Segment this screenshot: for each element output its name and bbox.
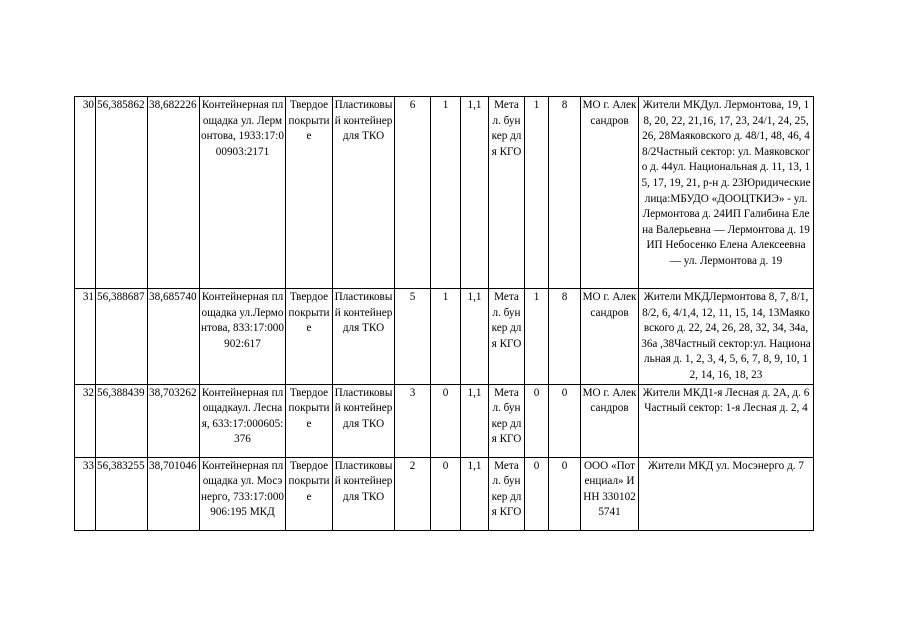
site-address-cell: Контейнерная площадка ул. Мосэнерго, 733:17:000906:195 МКД	[200, 457, 286, 530]
table-row	[75, 97, 814, 289]
residents-cell: Жители МКД1-я Лесная д. 2А, д. 6Частный сектор: 1-я Лесная д. 2, 4	[639, 384, 814, 457]
kgo-count-cell: 0	[525, 384, 549, 457]
kgo-type-cell: Метал. бункер для КГО	[489, 384, 525, 457]
table-row	[75, 384, 814, 457]
container-count-cell: 3	[395, 384, 431, 457]
table-row	[75, 457, 814, 530]
site-address-cell: Контейнерная площадкаул. Лесная, 633:17:000605:376	[200, 384, 286, 457]
table-row	[75, 289, 814, 385]
surface-cell: Твердое покрытие	[286, 97, 333, 289]
latitude-cell: 56,388687	[96, 289, 148, 385]
kgo-count-cell: 1	[525, 97, 549, 289]
container-count-cell: 2	[395, 457, 431, 530]
planned-count-cell: 0	[431, 457, 461, 530]
residents-cell: Жители МКДЛермонтова 8, 7, 8/1, 8/2, 6, 4/1,4, 12, 11, 15, 14, 13Маяковского д. 22, 24, 26, 28, 32, 34, 34а, 36а ,38Частный сектор:ул. Национальная д. 1, 2, 3, 4, 5, 6, 7, 8, 9, 10, 12, 14, 16, 18, 23	[639, 289, 814, 385]
planned-count-cell: 1	[431, 97, 461, 289]
kgo-type-cell: Метал. бункер для КГО	[489, 289, 525, 385]
kgo-count-cell: 0	[525, 457, 549, 530]
kgo-volume-cell: 8	[549, 97, 581, 289]
row-number: 31	[75, 289, 96, 385]
container-type-cell: Пластиковый контейнер для ТКО	[333, 289, 395, 385]
owner-cell: МО г. Александров	[581, 97, 639, 289]
surface-cell: Твердое покрытие	[286, 384, 333, 457]
planned-count-cell: 1	[431, 289, 461, 385]
latitude-cell: 56,385862	[96, 97, 148, 289]
site-address-cell: Контейнерная площадка ул.Лермонтова, 833:17:000902:617	[200, 289, 286, 385]
container-type-cell: Пластиковый контейнер для ТКО	[333, 457, 395, 530]
surface-cell: Твердое покрытие	[286, 289, 333, 385]
volume-cell: 1,1	[461, 289, 489, 385]
longitude-cell: 38,703262	[148, 384, 200, 457]
container-count-cell: 5	[395, 289, 431, 385]
longitude-cell: 38,701046	[148, 457, 200, 530]
latitude-cell: 56,383255	[96, 457, 148, 530]
planned-count-cell: 0	[431, 384, 461, 457]
kgo-type-cell: Метал. бункер для КГО	[489, 97, 525, 289]
kgo-count-cell: 1	[525, 289, 549, 385]
row-number: 32	[75, 384, 96, 457]
longitude-cell: 38,682226	[148, 97, 200, 289]
kgo-volume-cell: 8	[549, 289, 581, 385]
surface-cell: Твердое покрытие	[286, 457, 333, 530]
registry-table	[74, 96, 814, 531]
container-type-cell: Пластиковый контейнер для ТКО	[333, 384, 395, 457]
site-address-cell: Контейнерная площадка ул. Лермонтова, 1933:17:000903:2171	[200, 97, 286, 289]
kgo-volume-cell: 0	[549, 457, 581, 530]
container-count-cell: 6	[395, 97, 431, 289]
residents-cell: Жители МКДул. Лермонтова, 19, 18, 20, 22, 21,16, 17, 23, 24/1, 24, 25, 26, 28Маяковского д. 48/1, 48, 46, 48/2Частный сектор: ул. Маяковского д. 44ул. Национальная д. 11, 13, 15, 17, 19, 21, р-н д. 23Юридические лица:МБУДО «ДООЦТКИЭ» - ул. Лермонтова д. 24ИП Галибина Елена Валерьевна — Лермонтова д. 19ИП Небосенко Елена Алексеевна — ул. Лермонтова д. 19	[639, 97, 814, 289]
row-number: 33	[75, 457, 96, 530]
owner-cell: МО г. Александров	[581, 289, 639, 385]
owner-cell: ООО «Потенциал» ИНН 3301025741	[581, 457, 639, 530]
kgo-volume-cell: 0	[549, 384, 581, 457]
owner-cell: МО г. Александров	[581, 384, 639, 457]
longitude-cell: 38,685740	[148, 289, 200, 385]
row-number: 30	[75, 97, 96, 289]
container-type-cell: Пластиковый контейнер для ТКО	[333, 97, 395, 289]
kgo-type-cell: Метал. бункер для КГО	[489, 457, 525, 530]
latitude-cell: 56,388439	[96, 384, 148, 457]
volume-cell: 1,1	[461, 457, 489, 530]
volume-cell: 1,1	[461, 97, 489, 289]
residents-cell: Жители МКД ул. Мосэнерго д. 7	[639, 457, 814, 530]
volume-cell: 1,1	[461, 384, 489, 457]
